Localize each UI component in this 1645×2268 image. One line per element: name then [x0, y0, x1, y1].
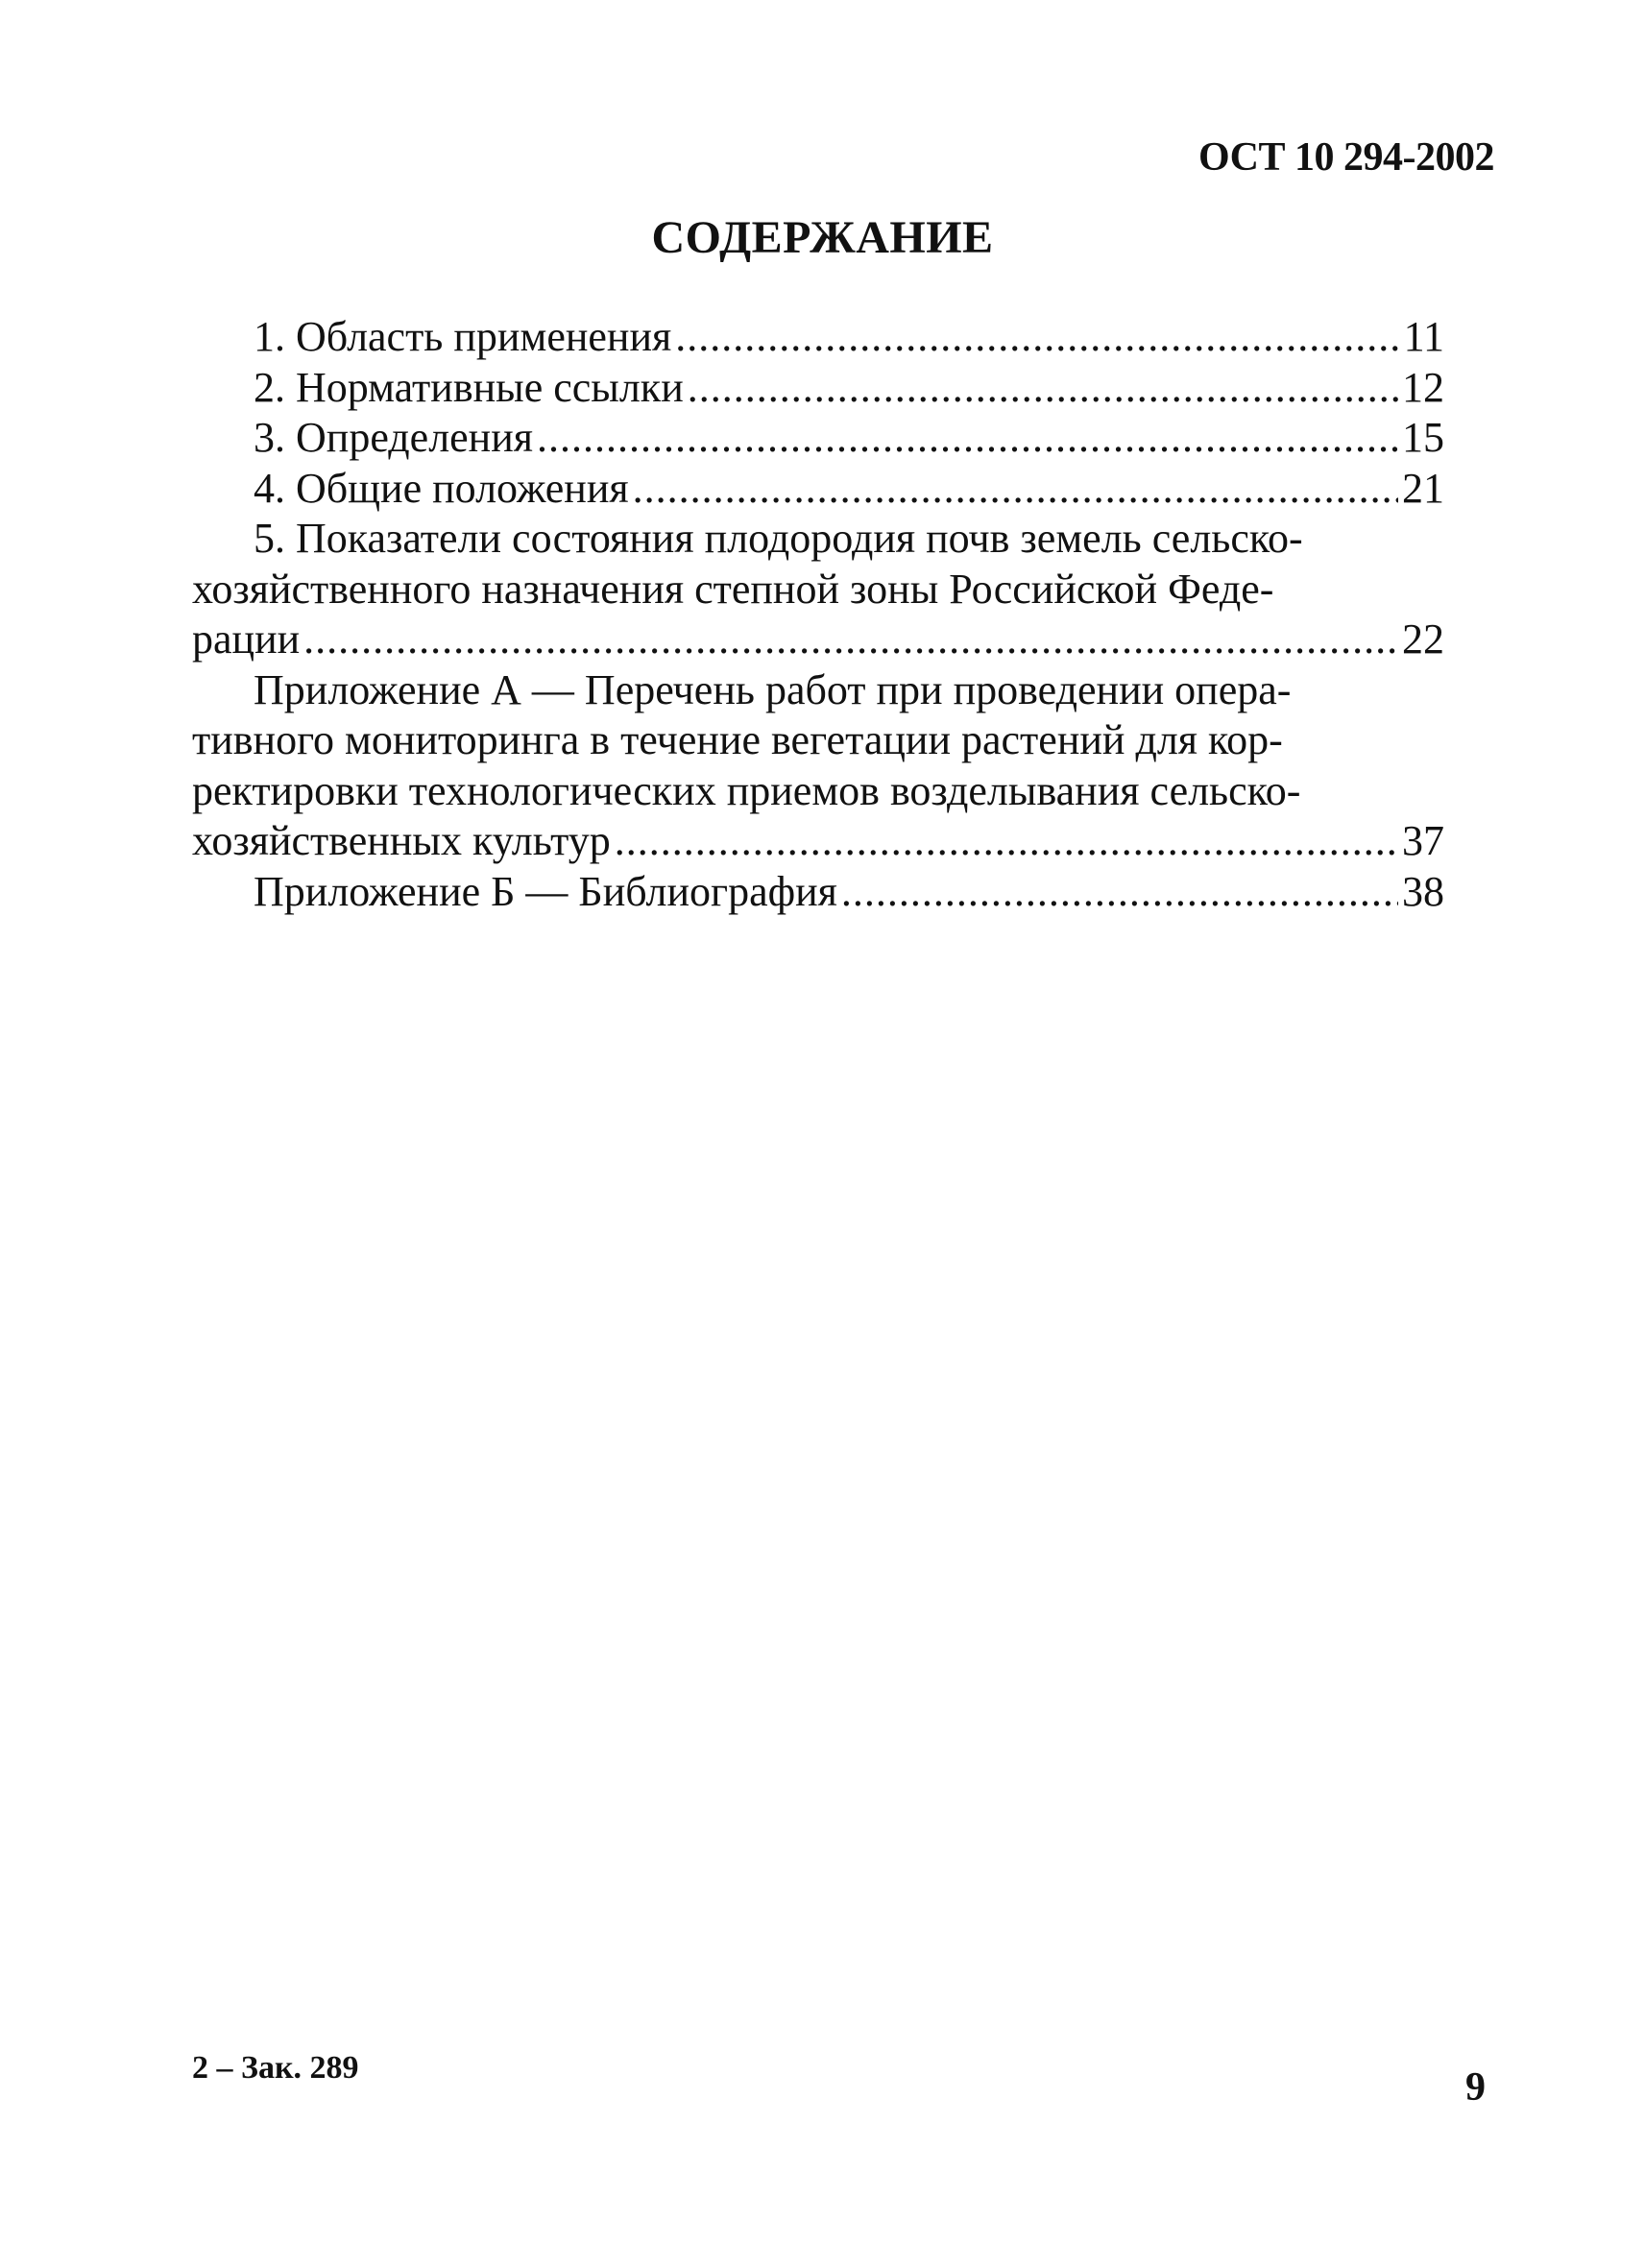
toc-entry-label: Приложение Б — Библиография	[254, 867, 837, 915]
toc-entry-appendix-a[interactable]	[192, 665, 1444, 867]
table-of-contents	[192, 312, 1444, 917]
dot-leader	[841, 867, 1398, 918]
dot-leader	[615, 816, 1398, 867]
dot-leader	[303, 615, 1398, 665]
toc-entry-page: 37	[1402, 817, 1444, 864]
toc-entry-label: 3. Определения	[254, 414, 534, 461]
toc-entry-label: 4. Общие положения	[254, 464, 629, 512]
document-code: ОСТ 10 294-2002	[1197, 135, 1494, 180]
toc-entry-page: 15	[1402, 414, 1444, 461]
toc-entry-appendix-b[interactable]	[192, 867, 1444, 918]
toc-entry-page: 11	[1403, 313, 1444, 360]
toc-entry-page: 12	[1402, 363, 1444, 411]
toc-entry-definitions[interactable]	[192, 413, 1444, 464]
dot-leader	[633, 464, 1398, 515]
toc-entry-label: хозяйственных культур	[192, 817, 611, 864]
toc-entry-normative-references[interactable]	[192, 363, 1444, 414]
toc-entry-line: ректировки технологических приемов возделывания сельско-	[192, 766, 1301, 814]
toc-entry-fertility-indicators[interactable]	[192, 514, 1444, 665]
dot-leader	[675, 312, 1399, 363]
toc-entry-label: 1. Область применения	[254, 313, 672, 360]
order-number: 2 – Зак. 289	[192, 2050, 359, 2086]
dot-leader	[688, 363, 1398, 414]
toc-entry-page: 38	[1402, 867, 1444, 915]
toc-entry-line: тивного мониторинга в течение вегетации растений для кор-	[192, 716, 1283, 763]
page-title: СОДЕРЖАНИЕ	[651, 212, 994, 263]
toc-entry-last-line	[192, 816, 1444, 867]
toc-entry-page: 21	[1402, 464, 1444, 512]
page-number: 9	[1465, 2065, 1486, 2110]
toc-entry-general-provisions[interactable]	[192, 464, 1444, 515]
toc-entry-label: рации	[192, 615, 301, 663]
toc-entry-page: 22	[1402, 615, 1444, 663]
toc-entry-line: Приложение А — Перечень работ при проведении опера-	[254, 665, 1292, 713]
dot-leader	[537, 413, 1398, 464]
toc-entry-scope[interactable]	[192, 312, 1444, 363]
toc-entry-line: 5. Показатели состояния плодородия почв земель сельско-	[254, 515, 1303, 562]
toc-entry-last-line	[192, 615, 1444, 665]
toc-entry-label: 2. Нормативные ссылки	[254, 363, 684, 411]
toc-entry-line: хозяйственного назначения степной зоны Российской Феде-	[192, 565, 1274, 613]
